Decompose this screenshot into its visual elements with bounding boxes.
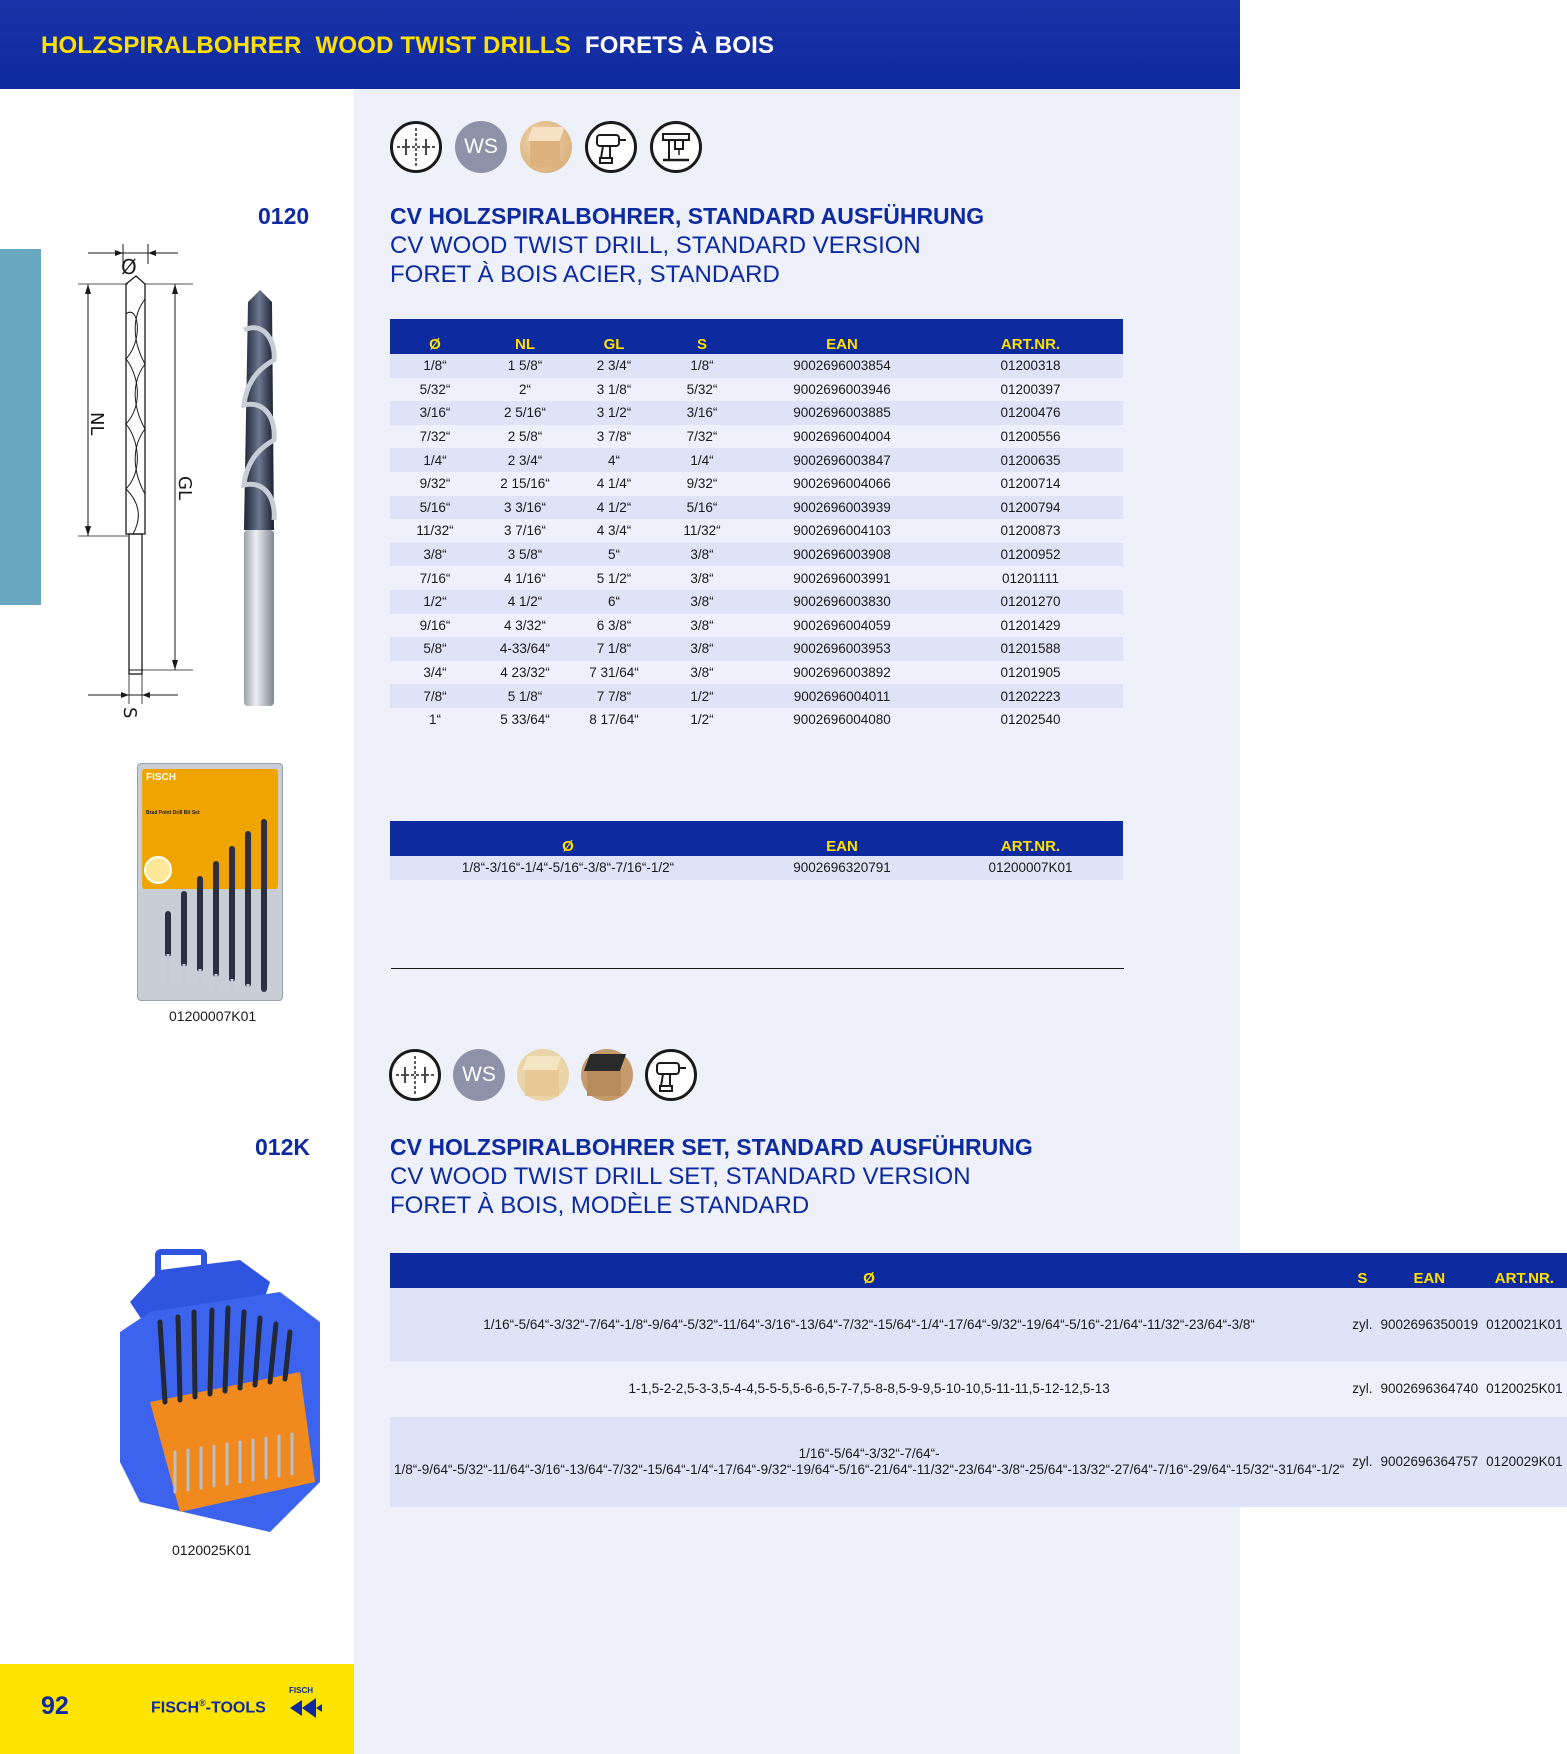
col-header: ART.NR.	[938, 319, 1123, 354]
table-cell: 5/8“	[390, 637, 480, 661]
title-en: CV WOOD TWIST DRILL, STANDARD VERSION	[390, 232, 921, 259]
table-cell: 4“	[570, 448, 658, 472]
table-row	[390, 590, 1123, 614]
table-cell: 3 1/8“	[570, 378, 658, 402]
table-cell: 1/8“	[390, 354, 480, 378]
table-cell: 01200952	[938, 543, 1123, 567]
table-row	[390, 1288, 1567, 1361]
set-photo-caption: 01200007K01	[169, 1008, 257, 1024]
table-cell: 01201429	[938, 614, 1123, 638]
table-row	[390, 614, 1123, 638]
package-label: Brad Point Drill Bit Set	[146, 810, 200, 816]
drill-stand-icon	[650, 121, 702, 173]
fisch-logo	[286, 1686, 326, 1720]
table-cell: 1/8“-3/16“-1/4“-5/16“-3/8“-7/16“-1/2“	[390, 856, 746, 880]
table-cell: 01202540	[938, 708, 1123, 732]
table-cell: 5 1/8“	[480, 684, 570, 708]
table-cell: 4 1/16“	[480, 566, 570, 590]
drill-set-package-photo	[137, 763, 283, 1001]
table-row	[390, 684, 1123, 708]
table-cell: 1-1,5-2-2,5-3-3,5-4-4,5-5-5,5-6-6,5-7-7,5-8-8,5-9-9,5-10-10,5-11-11,5-12-12,5-13	[390, 1361, 1348, 1417]
col-header: S	[658, 319, 746, 354]
table-cell: 01201588	[938, 637, 1123, 661]
title-fr: FORET À BOIS, MODÈLE STANDARD	[390, 1192, 810, 1219]
logo-label: FISCH	[289, 1686, 313, 1695]
drill-machine-icon	[645, 1049, 697, 1101]
table-cell: 9002696003953	[746, 637, 938, 661]
table-cell: 7 7/8“	[570, 684, 658, 708]
table-cell: 1 5/8“	[480, 354, 570, 378]
table-row	[390, 708, 1123, 732]
col-header: EAN	[1376, 1253, 1482, 1288]
col-header: NL	[480, 319, 570, 354]
table-cell: 01200318	[938, 354, 1123, 378]
label-nl: NL	[86, 412, 107, 436]
table-cell: zyl.	[1348, 1288, 1376, 1361]
set-table-section1	[390, 821, 1123, 880]
table-cell: 8 17/64“	[570, 708, 658, 732]
table-cell: 5/32“	[658, 378, 746, 402]
table-cell: 3/16“	[658, 401, 746, 425]
table-cell: 01201111	[938, 566, 1123, 590]
table-cell: 1/8“	[658, 354, 746, 378]
product-table-section1	[390, 319, 1123, 732]
table-cell: 9002696350019	[1376, 1288, 1482, 1361]
crosshair-icon	[390, 121, 442, 173]
table-row	[390, 519, 1123, 543]
col-header: ART.NR.	[938, 821, 1123, 856]
header-title-en: WOOD TWIST DRILLS	[315, 32, 571, 59]
table-cell: 2 15/16“	[480, 472, 570, 496]
title-en: CV WOOD TWIST DRILL SET, STANDARD VERSION	[390, 1163, 971, 1190]
table-cell: 3/8“	[658, 590, 746, 614]
drill-dimension-drawing	[78, 244, 208, 724]
drill-set-case-photo	[120, 1252, 320, 1536]
table-cell: 01200007K01	[938, 856, 1123, 880]
table-row	[390, 472, 1123, 496]
col-header: Ø	[390, 319, 480, 354]
table-row	[390, 566, 1123, 590]
table-cell: 9002696004103	[746, 519, 938, 543]
table-cell: 9002696004011	[746, 684, 938, 708]
table-cell: 5/16“	[658, 496, 746, 520]
title-fr: FORET À BOIS ACIER, STANDARD	[390, 261, 780, 288]
table-cell: 5“	[570, 543, 658, 567]
table-cell: 1/2“	[658, 708, 746, 732]
table-cell: 7 1/8“	[570, 637, 658, 661]
table-cell: 9002696003908	[746, 543, 938, 567]
col-header: S	[1348, 1253, 1376, 1288]
table-header-row	[390, 821, 1123, 856]
table-row	[390, 661, 1123, 685]
table-cell: 2 3/4“	[480, 448, 570, 472]
brand-registered: ®	[199, 1698, 206, 1708]
header-title-fr: FORETS À BOIS	[584, 32, 775, 59]
table-cell: 9002696003939	[746, 496, 938, 520]
table-cell: 7/8“	[390, 684, 480, 708]
ws-icon: WS	[455, 121, 507, 173]
table-cell: 01202223	[938, 684, 1123, 708]
feature-icons-section2	[389, 1049, 697, 1101]
table-row	[390, 496, 1123, 520]
table-row	[390, 448, 1123, 472]
footer-brand	[151, 1698, 266, 1717]
table-cell: 4 23/32“	[480, 661, 570, 685]
chapter-tab	[0, 249, 41, 605]
table-cell: 3 5/8“	[480, 543, 570, 567]
table-cell: 9002696003885	[746, 401, 938, 425]
table-cell: 3 7/16“	[480, 519, 570, 543]
page-number: 92	[41, 1692, 69, 1720]
table-cell: 3 7/8“	[570, 425, 658, 449]
table-cell: 9/32“	[390, 472, 480, 496]
product-title-section2	[390, 1133, 1033, 1220]
col-header: EAN	[746, 821, 938, 856]
table-cell: 01200873	[938, 519, 1123, 543]
feature-icons-section1	[390, 121, 702, 173]
brand-name: FISCH	[151, 1699, 199, 1717]
table-cell: 2 3/4“	[570, 354, 658, 378]
table-cell: 9002696004080	[746, 708, 938, 732]
table-cell: 9/32“	[658, 472, 746, 496]
table-cell: 6 3/8“	[570, 614, 658, 638]
header-titles	[41, 32, 788, 60]
table-cell: 9002696003854	[746, 354, 938, 378]
table-cell: 2“	[480, 378, 570, 402]
table-cell: 9002696003991	[746, 566, 938, 590]
table-cell: 01200714	[938, 472, 1123, 496]
table-cell: 9002696004059	[746, 614, 938, 638]
table-cell: 01201905	[938, 661, 1123, 685]
label-diameter: Ø	[121, 255, 137, 279]
col-header: ART.NR.	[1482, 1253, 1567, 1288]
table-cell: 3/8“	[658, 661, 746, 685]
table-row	[390, 354, 1123, 378]
table-cell: 3/16“	[390, 401, 480, 425]
table-cell: 7 31/64“	[570, 661, 658, 685]
softwood-icon	[520, 121, 572, 173]
label-s: S	[119, 707, 140, 719]
table-cell: 5 1/2“	[570, 566, 658, 590]
table-cell: 1/16“-5/64“-3/32“-7/64“- 1/8“-9/64“-5/32“-11/64“-3/16“-13/64“-7/32“-15/64“-1/4“-17/64“-9/32“-19/64“-5/16“-21/64“-11/32“-23/64“-3/8“-25/64“-13/32“-27/64“-7/16“-29/64“-15/32“-31/64“-1/2“	[390, 1417, 1348, 1507]
table-cell: 3 3/16“	[480, 496, 570, 520]
table-row	[390, 637, 1123, 661]
table-cell: 3/4“	[390, 661, 480, 685]
table-cell: 9002696003847	[746, 448, 938, 472]
table-cell: 3/8“	[658, 614, 746, 638]
col-header: Ø	[390, 821, 746, 856]
label-gl: GL	[174, 476, 195, 500]
table-cell: 4 1/2“	[570, 496, 658, 520]
table-cell: 1/2“	[390, 590, 480, 614]
table-cell: 9002696004066	[746, 472, 938, 496]
table-header-row	[390, 319, 1123, 354]
col-header: GL	[570, 319, 658, 354]
table-cell: 01201270	[938, 590, 1123, 614]
table-cell: 2 5/8“	[480, 425, 570, 449]
table-cell: 3/8“	[658, 637, 746, 661]
table-cell: 9002696004004	[746, 425, 938, 449]
table-cell: 01200635	[938, 448, 1123, 472]
table-cell: 2 5/16“	[480, 401, 570, 425]
ws-icon: WS	[453, 1049, 505, 1101]
product-title-section1	[390, 202, 984, 289]
table-cell: 9002696003830	[746, 590, 938, 614]
table-cell: 1/4“	[658, 448, 746, 472]
table-cell: 01200476	[938, 401, 1123, 425]
header-title-de: HOLZSPIRALBOHRER	[41, 32, 302, 59]
col-header: Ø	[390, 1253, 1348, 1288]
table-cell: 1/4“	[390, 448, 480, 472]
table-cell: 3/8“	[390, 543, 480, 567]
table-cell: 4 3/32“	[480, 614, 570, 638]
table-cell: 4 3/4“	[570, 519, 658, 543]
table-cell: 4 1/4“	[570, 472, 658, 496]
page-header	[0, 0, 1240, 89]
table-cell: 0120029K01	[1482, 1417, 1567, 1507]
table-cell: 4 1/2“	[480, 590, 570, 614]
brand-suffix: -TOOLS	[205, 1699, 266, 1717]
table-cell: 1“	[390, 708, 480, 732]
table-row	[390, 1417, 1567, 1507]
table-cell: 1/2“	[658, 684, 746, 708]
drill-machine-icon	[585, 121, 637, 173]
table-cell: 9002696364740	[1376, 1361, 1482, 1417]
case-photo-caption: 0120025K01	[172, 1542, 252, 1558]
table-cell: 3/8“	[658, 566, 746, 590]
table-row	[390, 401, 1123, 425]
table-cell: 5 33/64“	[480, 708, 570, 732]
table-cell: 7/16“	[390, 566, 480, 590]
drill-bit-photo	[236, 290, 286, 710]
table-row	[390, 378, 1123, 402]
title-de: CV HOLZSPIRALBOHRER, STANDARD AUSFÜHRUNG	[390, 203, 985, 229]
product-code-section1: 0120	[258, 203, 310, 229]
title-de: CV HOLZSPIRALBOHRER SET, STANDARD AUSFÜHRUNG	[390, 1134, 1033, 1160]
table-cell: 9002696003946	[746, 378, 938, 402]
table-cell: 1/16“-5/64“-3/32“-7/64“-1/8“-9/64“-5/32“-11/64“-3/16“-13/64“-7/32“-15/64“-1/4“-17/64“-9/32“-19/64“-5/16“-21/64“-11/32“-23/64“-3/8“	[390, 1288, 1348, 1361]
product-table-section2	[390, 1253, 1567, 1507]
table-cell: 01200397	[938, 378, 1123, 402]
table-cell: 4-33/64“	[480, 637, 570, 661]
package-brand: FISCH	[146, 772, 176, 783]
table-cell: 6“	[570, 590, 658, 614]
table-cell: 0120025K01	[1482, 1361, 1567, 1417]
product-code-section2: 012K	[255, 1134, 310, 1160]
table-cell: 5/32“	[390, 378, 480, 402]
col-header: EAN	[746, 319, 938, 354]
table-cell: 0120021K01	[1482, 1288, 1567, 1361]
table-cell: 5/16“	[390, 496, 480, 520]
table-row	[390, 425, 1123, 449]
table-cell: zyl.	[1348, 1417, 1376, 1507]
table-cell: zyl.	[1348, 1361, 1376, 1417]
table-cell: 7/32“	[658, 425, 746, 449]
table-row	[390, 1361, 1567, 1417]
table-cell: 01200556	[938, 425, 1123, 449]
hardwood-icon	[581, 1049, 633, 1101]
table-header-row	[390, 1253, 1567, 1288]
table-cell: 9002696364757	[1376, 1417, 1482, 1507]
crosshair-icon	[389, 1049, 441, 1101]
table-cell: 11/32“	[390, 519, 480, 543]
table-row	[390, 856, 1123, 880]
table-cell: 01200794	[938, 496, 1123, 520]
table-cell: 9/16“	[390, 614, 480, 638]
table-row	[390, 543, 1123, 567]
table-cell: 3 1/2“	[570, 401, 658, 425]
table-cell: 9002696320791	[746, 856, 938, 880]
table-cell: 11/32“	[658, 519, 746, 543]
softwood-icon	[517, 1049, 569, 1101]
table-cell: 9002696003892	[746, 661, 938, 685]
table-cell: 7/32“	[390, 425, 480, 449]
section-divider	[391, 968, 1124, 969]
table-cell: 3/8“	[658, 543, 746, 567]
